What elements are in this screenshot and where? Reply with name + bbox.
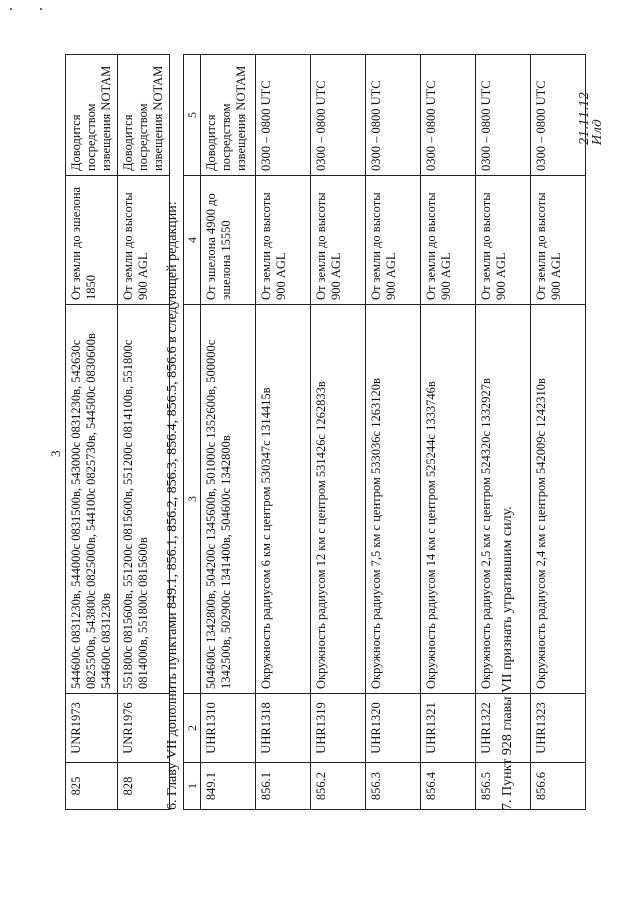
continuation-table: [65, 54, 170, 810]
vertical-limits-cell: От земли до высоты 900 AGL: [256, 176, 311, 305]
column-number-cell: 5: [184, 55, 201, 176]
zone-code-cell: UHR1321: [421, 694, 476, 763]
zone-boundary-cell: 551800с 0815600в, 551200с 0815600в, 551200с 0814100в, 551800с 0814000в, 551800с 0815600в: [118, 305, 170, 694]
zone-code-cell: UNR1973: [66, 694, 118, 763]
table-row: [256, 55, 311, 810]
activation-time-cell: 0300 – 0800 UTC: [421, 55, 476, 176]
zone-boundary-cell: 544600с 0831230в, 544000с 0831500в, 543000с 0831230в, 542630с 0825500в, 543800с 0825000в, 544100с 0825730в, 544500с 0830600в 544600с 0831230в: [66, 305, 118, 694]
table-row: [66, 55, 118, 810]
handwritten-annotation: [578, 92, 604, 145]
row-number-cell: 856.6: [531, 763, 586, 810]
column-number-cell: 3: [184, 305, 201, 694]
activation-time-cell: 0300 – 0800 UTC: [311, 55, 366, 176]
activation-time-cell: Доводится посредством извещения NOTAM: [201, 55, 256, 176]
row-number-cell: 856.1: [256, 763, 311, 810]
table-row: [118, 55, 170, 810]
table-row: [531, 55, 586, 810]
vertical-limits-cell: От земли до эшелона 1850: [66, 176, 118, 305]
row-number-cell: 849.1: [201, 763, 256, 810]
vertical-limits-cell: От земли до высоты 900 AGL: [311, 176, 366, 305]
vertical-limits-cell: От земли до высоты 900 AGL: [366, 176, 421, 305]
zone-boundary-cell: 504600с 1342800в, 504200с 1345600в, 501000с 1352600в, 500000с 1342500в, 502900с 1341400в, 504600с 1342800в: [201, 305, 256, 694]
activation-time-cell: Доводится посредством извещения NOTAM: [118, 55, 170, 176]
zone-code-cell: UHR1323: [531, 694, 586, 763]
activation-time-cell: 0300 – 0800 UTC: [531, 55, 586, 176]
paragraph-6: 6. Главу VII дополнить пунктами 849.1, 856.1, 856.2, 856.3, 856.4, 856.5, 856.6 в следующей редакции:: [165, 201, 180, 810]
zone-boundary-cell: Окружность радиусом 12 км с центром 531426с 1262833в: [311, 305, 366, 694]
row-number-cell: 828: [118, 763, 170, 810]
zone-code-cell: UHR1319: [311, 694, 366, 763]
vertical-limits-cell: От земли до высоты 900 AGL: [118, 176, 170, 305]
row-number-cell: 856.2: [311, 763, 366, 810]
row-number-cell: 856.3: [366, 763, 421, 810]
table-row: [201, 55, 256, 810]
annotation-date: 21.11.12: [577, 91, 591, 145]
table-row: [421, 55, 476, 810]
row-number-cell: 856.4: [421, 763, 476, 810]
vertical-limits-cell: От эшелона 4900 до эшелона 15550: [201, 176, 256, 305]
zone-code-cell: UHR1320: [366, 694, 421, 763]
zone-boundary-cell: Окружность радиусом 2,4 км с центром 542009с 1242310в: [531, 305, 586, 694]
column-number-cell: 4: [184, 176, 201, 305]
column-number-cell: 2: [184, 694, 201, 763]
vertical-limits-cell: От земли до высоты 900 AGL: [531, 176, 586, 305]
paragraph-7: 7. Пункт 928 главы VII признать утратившим силу.: [500, 506, 515, 810]
annotation-initials: Илд: [590, 119, 605, 145]
zone-boundary-cell: Окружность радиусом 6 км с центром 530347с 1314415в: [256, 305, 311, 694]
page-number: 3: [48, 450, 63, 457]
activation-time-cell: 0300 – 0800 UTC: [256, 55, 311, 176]
zone-boundary-cell: Окружность радиусом 2,5 км с центром 524320с 1332927в: [476, 305, 531, 694]
activation-time-cell: 0300 – 0800 UTC: [476, 55, 531, 176]
zone-boundary-cell: Окружность радиусом 7,5 км с центром 533036с 1263120в: [366, 305, 421, 694]
row-number-cell: 825: [66, 763, 118, 810]
vertical-limits-cell: От земли до высоты 900 AGL: [476, 176, 531, 305]
vertical-limits-cell: От земли до высоты 900 AGL: [421, 176, 476, 305]
zone-boundary-cell: Окружность радиусом 14 км с центром 525244с 1333746в: [421, 305, 476, 694]
zone-code-cell: UHR1322: [476, 694, 531, 763]
column-number-cell: 1: [184, 763, 201, 810]
row-number-cell: 856.5: [476, 763, 531, 810]
zone-code-cell: UHR1310: [201, 694, 256, 763]
additions-table: [183, 54, 586, 810]
table-row: [311, 55, 366, 810]
table-row: [366, 55, 421, 810]
column-number-row: [184, 55, 201, 810]
activation-time-cell: 0300 – 0800 UTC: [366, 55, 421, 176]
activation-time-cell: Доводится посредством извещения NOTAM: [66, 55, 118, 176]
zone-code-cell: UHR1318: [256, 694, 311, 763]
zone-code-cell: UNR1976: [118, 694, 170, 763]
